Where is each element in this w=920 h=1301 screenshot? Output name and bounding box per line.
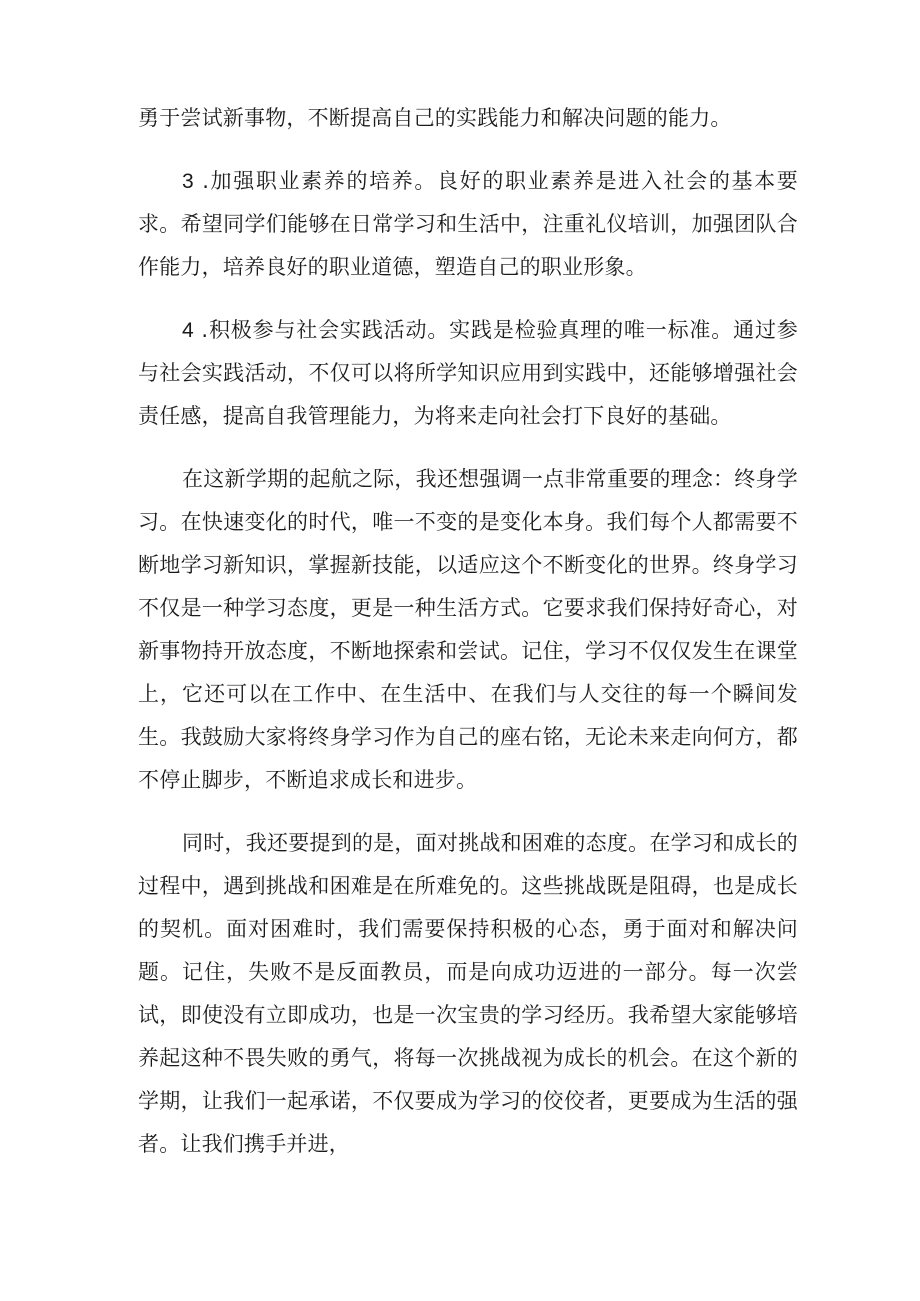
- paragraph-text: 在这新学期的起航之际，我还想强调一点非常重要的理念：终身学习。在快速变化的时代，唯一不变的是变化本身。我们每个人都需要不断地学习新知识，掌握新技能，以适应这个不断变化的世界。终身学习不仅是一种学习态度，更是一种生活方式。它要求我们保持好奇心，对新事物持开放态度，不断地探索和尝试。记住，学习不仅仅发生在课堂上，它还可以在工作中、在生活中、在我们与人交往的每一个瞬间发生。我鼓励大家将终身学习作为自己的座右铭，无论未来走向何方，都不停止脚步，不断追求成长和进步。: [138, 467, 798, 792]
- paragraph-text: 勇于尝试新事物，不断提高自己的实践能力和解决问题的能力。: [138, 106, 732, 130]
- paragraph-lifelong-learning: [138, 458, 798, 802]
- paragraph-item-4: [138, 309, 798, 438]
- paragraph-text: .积极参与社会实践活动。实践是检验真理的唯一标准。通过参与社会实践活动，不仅可以将所学知识应用到实践中，还能够增强社会责任感，提高自我管理能力，为将来走向社会打下良好的基础。: [138, 318, 798, 428]
- list-number: 4: [182, 319, 194, 342]
- paragraph-continuation: [138, 97, 798, 140]
- document-body: [138, 97, 798, 1166]
- paragraph-text: 同时，我还要提到的是，面对挑战和困难的态度。在学习和成长的过程中，遇到挑战和困难是在所难免的。这些挑战既是阻碍，也是成长的契机。面对困难时，我们需要保持积极的心态，勇于面对和解决问题。记住，失败不是反面教员，而是向成功迈进的一部分。每一次尝试，即使没有立即成功，也是一次宝贵的学习经历。我希望大家能够培养起这种不畏失败的勇气，将每一次挑战视为成长的机会。在这个新的学期，让我们一起承诺，不仅要成为学习的佼佼者，更要成为生活的强者。让我们携手并进，: [138, 831, 798, 1156]
- list-number: 3: [182, 170, 194, 193]
- paragraph-item-3: [138, 160, 798, 289]
- paragraph-text: .加强职业素养的培养。良好的职业素养是进入社会的基本要求。希望同学们能够在日常学习和生活中，注重礼仪培训，加强团队合作能力，培养良好的职业道德，塑造自己的职业形象。: [138, 169, 798, 279]
- paragraph-challenges: [138, 822, 798, 1166]
